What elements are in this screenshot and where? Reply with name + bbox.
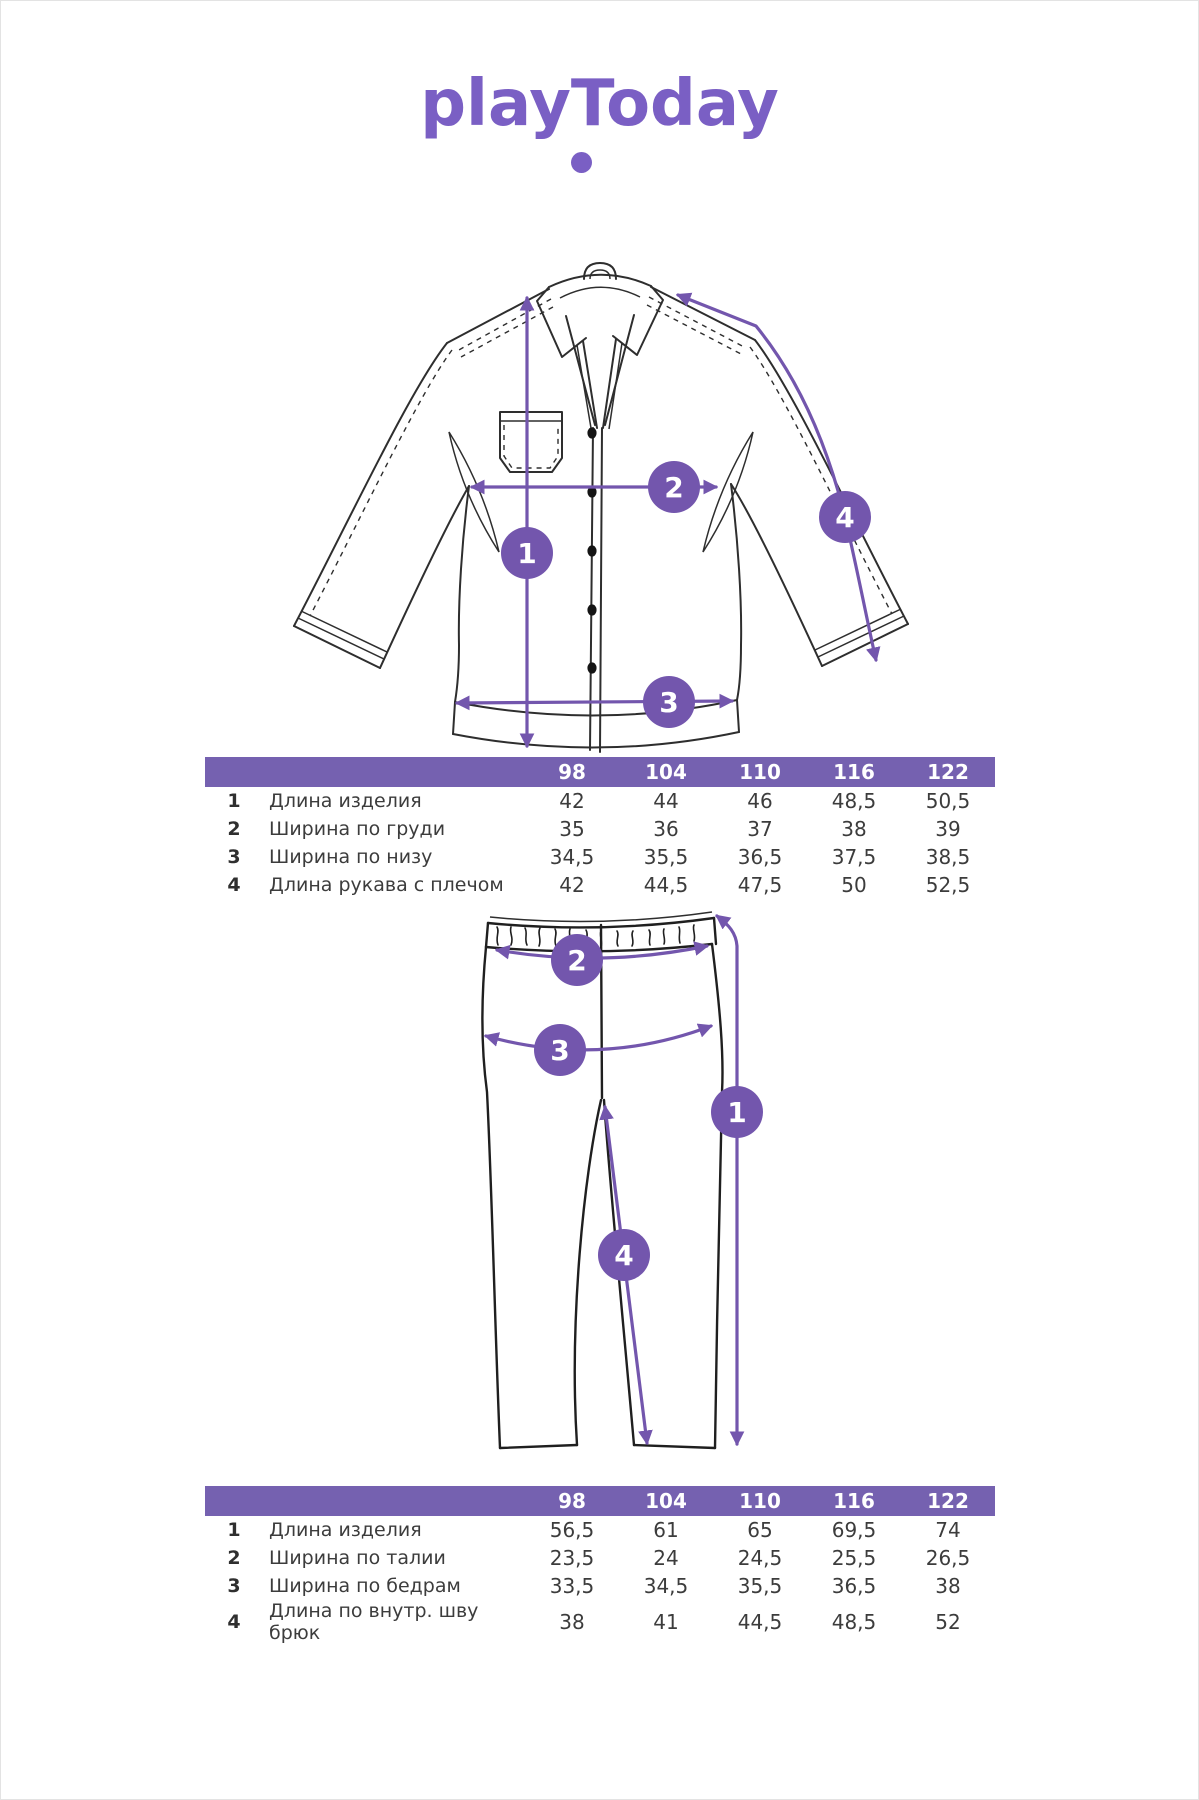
cell-value: 44,5 [643, 873, 689, 897]
row-number: 1 [227, 1519, 241, 1541]
pants-measure-marker-3 [534, 1024, 586, 1076]
pants-outline [482, 912, 722, 1448]
cell-value: 42 [559, 789, 585, 813]
pants-measure-arrows [486, 916, 763, 1444]
size-column-header: 122 [927, 760, 969, 784]
row-number: 3 [227, 1575, 241, 1597]
cell-value: 47,5 [737, 873, 783, 897]
row-number: 1 [227, 790, 241, 812]
cell-value: 34,5 [549, 845, 595, 869]
size-column-header: 98 [558, 760, 586, 784]
cell-value: 41 [653, 1610, 679, 1634]
row-number: 4 [227, 874, 241, 896]
cell-value: 23,5 [549, 1546, 595, 1570]
svg-text:3: 3 [659, 686, 679, 719]
cell-value: 74 [935, 1518, 961, 1542]
shirt-diagram [250, 225, 940, 785]
table-row [205, 787, 995, 815]
pants-size-table-header [205, 1486, 995, 1516]
row-label: Длина по внутр. шву брюк [269, 1600, 479, 1644]
shirt-outline [294, 263, 908, 752]
cell-value: 48,5 [831, 789, 877, 813]
row-label: Ширина по низу [269, 846, 433, 868]
shirt-measure-marker-4 [819, 491, 871, 543]
table-row [205, 843, 995, 871]
row-label: Ширина по бедрам [269, 1575, 461, 1597]
size-column-header: 110 [739, 760, 781, 784]
cell-value: 37 [747, 817, 773, 841]
pants-measure-marker-4 [598, 1229, 650, 1281]
row-label: Длина изделия [269, 790, 422, 812]
size-column-header: 116 [833, 1489, 875, 1513]
svg-text:1: 1 [727, 1096, 747, 1129]
table-row [205, 815, 995, 843]
row-label: Длина изделия [269, 1519, 422, 1541]
cell-value: 38,5 [925, 845, 971, 869]
pants-measure-marker-1 [711, 1086, 763, 1138]
svg-text:1: 1 [517, 537, 537, 570]
cell-value: 37,5 [831, 845, 877, 869]
pants-measure-marker-2 [551, 934, 603, 986]
shirt-size-table-header [205, 757, 995, 787]
cell-value: 42 [559, 873, 585, 897]
row-number: 3 [227, 846, 241, 868]
size-column-header: 110 [739, 1489, 781, 1513]
shirt-measure-arrows [457, 295, 876, 746]
cell-value: 56,5 [549, 1518, 595, 1542]
cell-value: 38 [935, 1574, 961, 1598]
shirt-sleeve-arrow [678, 295, 876, 660]
table-row [205, 1516, 995, 1544]
pants-size-table [205, 1486, 995, 1644]
row-label: Ширина по талии [269, 1547, 446, 1569]
shirt-measure-marker-3 [643, 676, 695, 728]
cell-value: 69,5 [831, 1518, 877, 1542]
cell-value: 50 [841, 873, 867, 897]
cell-value: 36,5 [737, 845, 783, 869]
right-side-dart [703, 432, 753, 552]
size-column-header: 122 [927, 1489, 969, 1513]
cell-value: 38 [559, 1610, 585, 1634]
left-side-dart [449, 432, 499, 552]
cell-value: 61 [653, 1518, 679, 1542]
shirt-size-table [205, 757, 995, 899]
cell-value: 39 [935, 817, 961, 841]
cell-value: 35,5 [737, 1574, 783, 1598]
shirt-measure-marker-1 [501, 527, 553, 579]
cell-value: 44 [653, 789, 679, 813]
pants-hip-arrow [486, 1026, 711, 1050]
table-row [205, 1572, 995, 1600]
size-column-header: 116 [833, 760, 875, 784]
svg-text:2: 2 [664, 471, 684, 504]
cell-value: 33,5 [549, 1574, 595, 1598]
cell-value: 65 [747, 1518, 773, 1542]
cell-value: 44,5 [737, 1610, 783, 1634]
cell-value: 48,5 [831, 1610, 877, 1634]
brand-logo [0, 67, 1199, 141]
table-row [205, 1600, 995, 1644]
svg-text:2: 2 [567, 944, 587, 977]
table-row [205, 1544, 995, 1572]
cell-value: 52 [935, 1610, 961, 1634]
hanger-loop [584, 263, 616, 279]
row-number: 2 [227, 1547, 241, 1569]
svg-text:3: 3 [550, 1034, 570, 1067]
cell-value: 34,5 [643, 1574, 689, 1598]
cell-value: 52,5 [925, 873, 971, 897]
shirt-measure-marker-2 [648, 461, 700, 513]
size-column-header: 104 [645, 1489, 687, 1513]
svg-text:4: 4 [614, 1239, 634, 1272]
size-column-header: 98 [558, 1489, 586, 1513]
brand-logo-dot [571, 152, 592, 173]
cell-value: 26,5 [925, 1546, 971, 1570]
svg-text:4: 4 [835, 501, 855, 534]
pants-diagram [430, 893, 790, 1473]
cell-value: 36 [653, 817, 679, 841]
cell-value: 46 [747, 789, 773, 813]
cell-value: 36,5 [831, 1574, 877, 1598]
cell-value: 35 [559, 817, 585, 841]
row-label: Длина рукава с плечом [269, 874, 504, 896]
row-number: 2 [227, 818, 241, 840]
cell-value: 25,5 [831, 1546, 877, 1570]
chest-pocket [500, 412, 562, 472]
row-number: 4 [227, 1611, 241, 1633]
cell-value: 50,5 [925, 789, 971, 813]
brand-logo-text: playToday [420, 67, 779, 141]
cell-value: 35,5 [643, 845, 689, 869]
cell-value: 24 [653, 1546, 679, 1570]
cell-value: 24,5 [737, 1546, 783, 1570]
cell-value: 38 [841, 817, 867, 841]
size-column-header: 104 [645, 760, 687, 784]
row-label: Ширина по груди [269, 818, 446, 840]
